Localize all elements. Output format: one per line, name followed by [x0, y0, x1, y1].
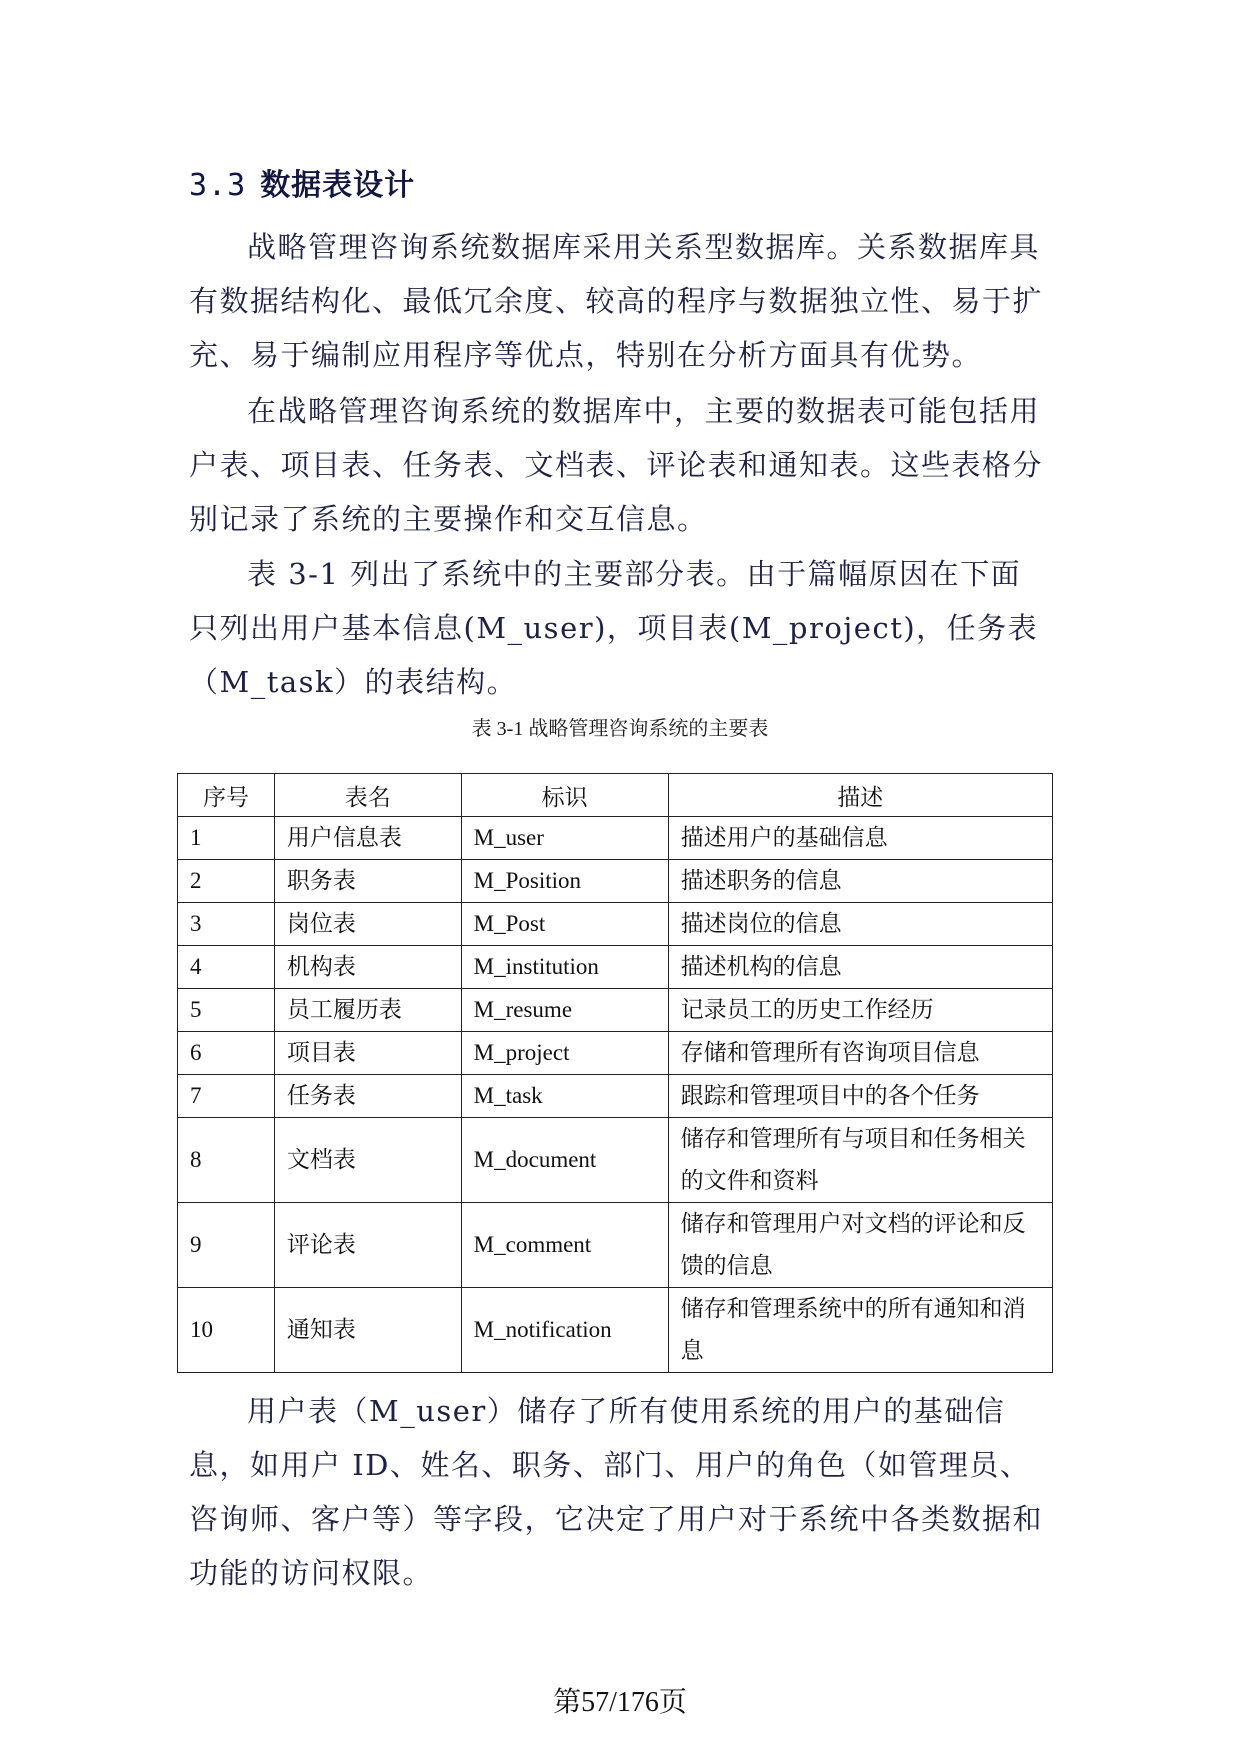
cell-desc: 跟踪和管理项目中的各个任务 [668, 1075, 1052, 1118]
section-heading [189, 160, 415, 204]
cell-desc: 储存和管理用户对文档的评论和反馈的信息 [668, 1203, 1052, 1288]
table-row [178, 1288, 1053, 1373]
page-number: 第57/176页 [553, 1687, 687, 1718]
cell-desc: 记录员工的历史工作经历 [668, 989, 1052, 1032]
header-desc: 描述 [668, 774, 1052, 817]
paragraph-tables-overview: 在战略管理咨询系统的数据库中，主要的数据表可能包括用户表、项目表、任务表、文档表、评论表和通知表。这些表格分别记录了系统的主要操作和交互信息。 [189, 394, 1044, 536]
cell-id: M_comment [461, 1203, 668, 1288]
cell-id: M_Position [461, 860, 668, 903]
table-row [178, 817, 1053, 860]
cell-desc: 储存和管理所有与项目和任务相关的文件和资料 [668, 1118, 1052, 1203]
cell-no: 8 [178, 1118, 275, 1203]
cell-id: M_task [461, 1075, 668, 1118]
cell-no: 3 [178, 903, 275, 946]
cell-id: M_document [461, 1118, 668, 1203]
cell-name: 项目表 [274, 1032, 461, 1075]
main-tables-table [177, 773, 1053, 1373]
cell-id: M_Post [461, 903, 668, 946]
cell-name: 岗位表 [274, 903, 461, 946]
cell-name: 通知表 [274, 1288, 461, 1373]
section-number: 3.3 [189, 168, 247, 203]
cell-desc: 储存和管理系统中的所有通知和消息 [668, 1288, 1052, 1373]
table-row [178, 860, 1053, 903]
cell-id: M_institution [461, 946, 668, 989]
cell-desc: 描述职务的信息 [668, 860, 1052, 903]
cell-desc: 描述机构的信息 [668, 946, 1052, 989]
cell-id: M_project [461, 1032, 668, 1075]
cell-name: 职务表 [274, 860, 461, 903]
cell-id: M_resume [461, 989, 668, 1032]
cell-name: 任务表 [274, 1075, 461, 1118]
paragraph-user-table: 用户表（M_user）储存了所有使用系统的用户的基础信息，如用户 ID、姓名、职务、部门、用户的角色（如管理员、咨询师、客户等）等字段，它决定了用户对于系统中各类数据和功能的访问权限。 [189, 1394, 1044, 1590]
section-title: 数据表设计 [260, 168, 416, 203]
cell-name: 机构表 [274, 946, 461, 989]
table-caption: 表 3-1 战略管理咨询系统的主要表 [471, 718, 769, 740]
cell-name: 文档表 [274, 1118, 461, 1203]
cell-no: 2 [178, 860, 275, 903]
cell-id: M_notification [461, 1288, 668, 1373]
cell-no: 5 [178, 989, 275, 1032]
header-no: 序号 [178, 774, 275, 817]
cell-no: 4 [178, 946, 275, 989]
table-row [178, 1118, 1053, 1203]
cell-no: 1 [178, 817, 275, 860]
table-row [178, 903, 1053, 946]
cell-desc: 存储和管理所有咨询项目信息 [668, 1032, 1052, 1075]
cell-name: 评论表 [274, 1203, 461, 1288]
cell-id: M_user [461, 817, 668, 860]
cell-name: 用户信息表 [274, 817, 461, 860]
cell-no: 9 [178, 1203, 275, 1288]
cell-desc: 描述岗位的信息 [668, 903, 1052, 946]
table-row [178, 1032, 1053, 1075]
cell-no: 10 [178, 1288, 275, 1373]
paragraph-intro: 战略管理咨询系统数据库采用关系型数据库。关系数据库具有数据结构化、最低冗余度、较高的程序与数据独立性、易于扩充、易于编制应用程序等优点，特别在分析方面具有优势。 [189, 230, 1044, 372]
paragraph-table-reference: 表 3-1 列出了系统中的主要部分表。由于篇幅原因在下面只列出用户基本信息(M_user)，项目表(M_project)，任务表（M_task）的表结构。 [189, 557, 1039, 699]
table-row [178, 1075, 1053, 1118]
header-id: 标识 [461, 774, 668, 817]
cell-desc: 描述用户的基础信息 [668, 817, 1052, 860]
table-row [178, 989, 1053, 1032]
table-row [178, 1203, 1053, 1288]
header-name: 表名 [274, 774, 461, 817]
cell-no: 6 [178, 1032, 275, 1075]
table-header-row [178, 774, 1053, 817]
table-row [178, 946, 1053, 989]
cell-no: 7 [178, 1075, 275, 1118]
cell-name: 员工履历表 [274, 989, 461, 1032]
